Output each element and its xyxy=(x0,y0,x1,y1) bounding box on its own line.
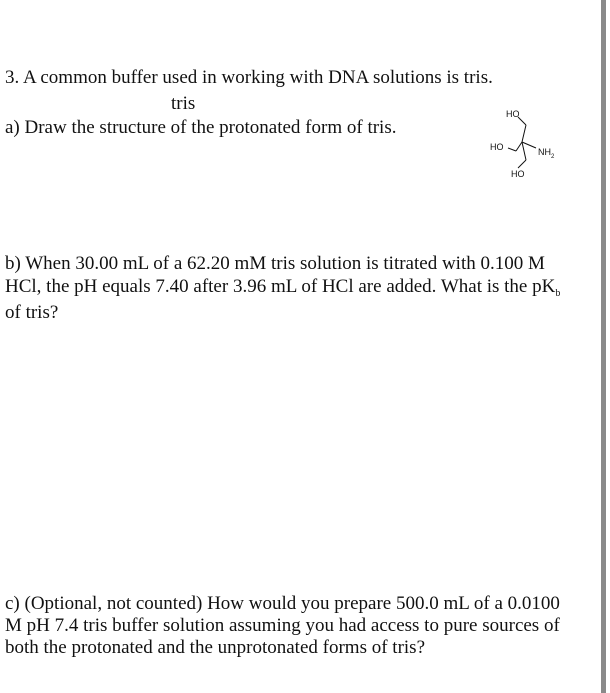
ho-label-left: HO xyxy=(490,142,504,152)
structure-caption: tris xyxy=(171,93,196,114)
nh2-label xyxy=(538,147,555,160)
nh2-label-main: NH xyxy=(538,147,551,157)
part-b-prompt xyxy=(5,252,575,324)
page-edge-divider xyxy=(601,0,606,693)
question-title: 3. A common buffer used in working with DNA solutions is tris. xyxy=(5,67,493,88)
structure-bonds xyxy=(508,117,536,168)
part-b-text-2: of tris? xyxy=(5,302,59,323)
part-c-prompt: c) (Optional, not counted) How would you prepare 500.0 mL of a 0.0100 M pH 7.4 tris buffer solution assuming you had access to pure sources of both the protonated and the unprotonated forms of tris? xyxy=(5,593,560,658)
ho-label-bottom: HO xyxy=(511,169,525,179)
tris-structure-diagram xyxy=(478,104,578,186)
nh2-label-subscript: 2 xyxy=(551,154,555,160)
part-b-text-1: b) When 30.00 mL of a 62.20 mM tris solution is titrated with 0.100 M HCl, the pH equals 7.40 after 3.96 mL of HCl are added. What is the pK xyxy=(5,253,556,297)
part-a-prompt: a) Draw the structure of the protonated form of tris. xyxy=(5,117,397,138)
ho-label-top: HO xyxy=(506,109,520,119)
part-b-subscript: b xyxy=(555,288,561,299)
